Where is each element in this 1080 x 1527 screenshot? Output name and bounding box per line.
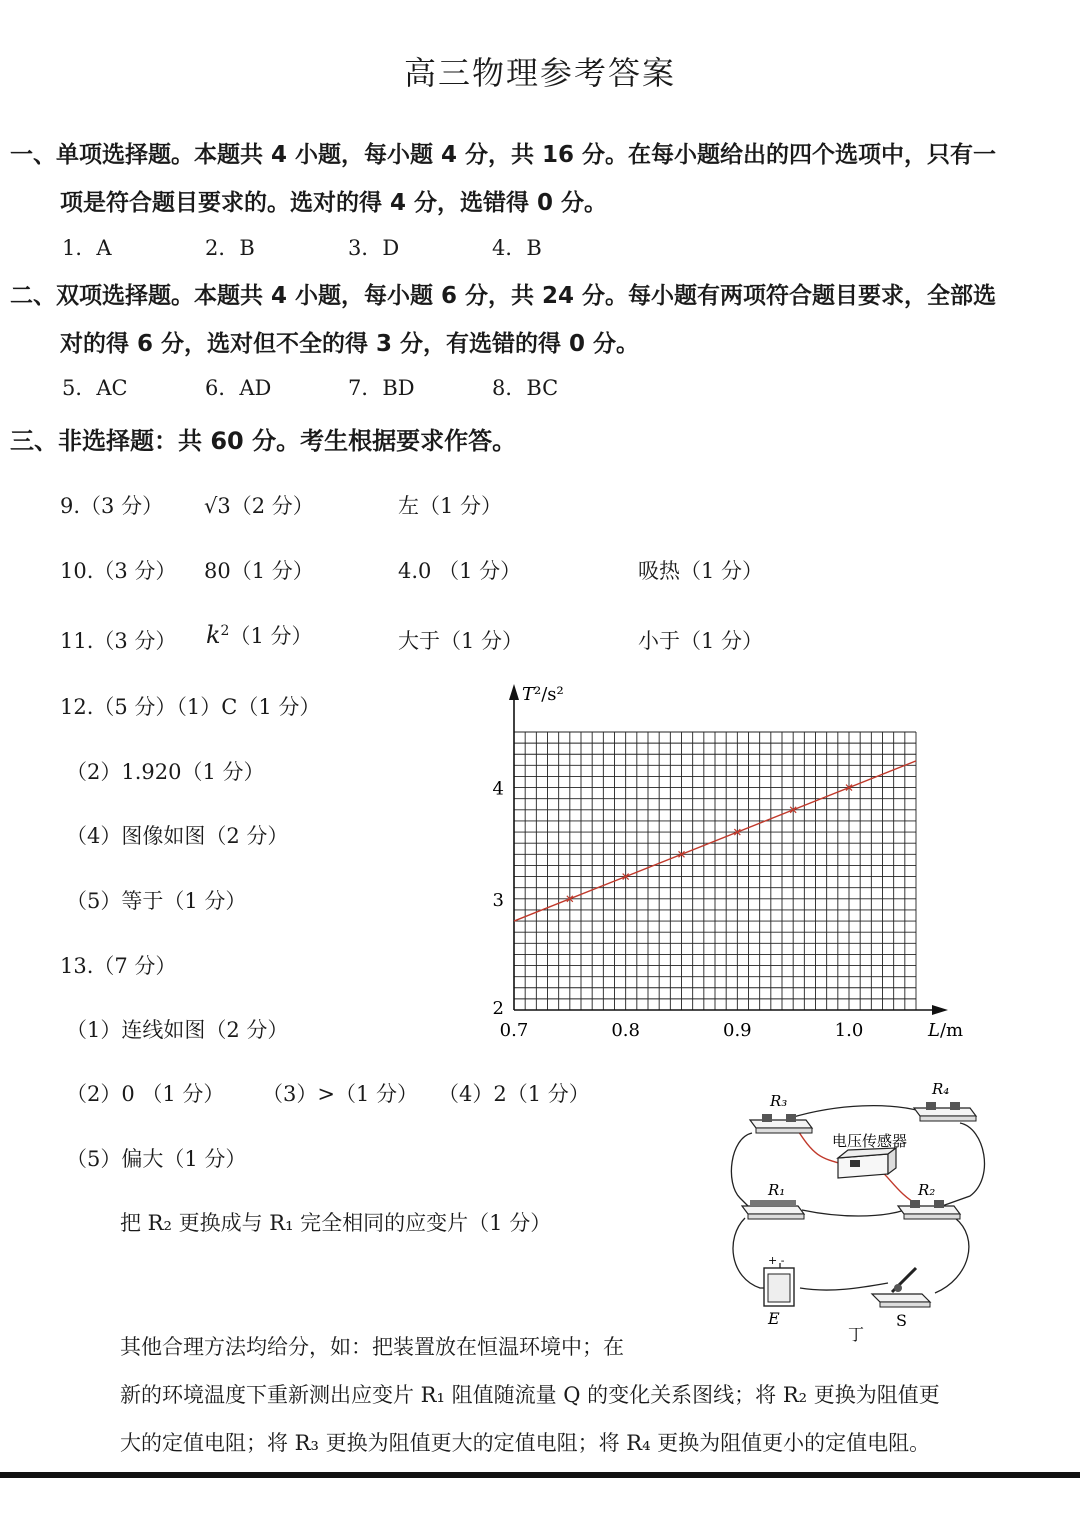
answer-1: 1．A [62,236,112,260]
q10-answer-2: 4.0 （1 分） [398,559,522,583]
q13-line4: （5）偏大（1 分） [66,1147,247,1171]
q12-line2: （2）1.920（1 分） [66,760,265,784]
q11-exponent: 2 [220,623,230,639]
wire-battery-switch [800,1283,888,1290]
q13-line1: 13.（7 分） [60,954,177,978]
wire-r3-r4 [790,1106,920,1118]
answer-5: 5．AC [62,376,128,400]
label-r2: R₂ [918,1181,936,1199]
section3-header: 三、非选择题：共 60 分。考生根据要求作答。 [10,427,517,455]
answer-7: 7．BD [348,376,415,400]
label-r3: R₃ [770,1092,788,1110]
label-e: E [768,1309,780,1328]
q9-answer-1: √3（2 分） [204,494,314,518]
q13-line3b: （3）>（1 分） [262,1082,418,1106]
q11-answer-2: 大于（1 分） [398,629,524,653]
x-tick-label: 0.9 [723,1020,752,1041]
q11-k: k [206,621,221,649]
answer-6: 6．AD [205,376,272,400]
q10-answer-1: 80（1 分） [204,559,314,583]
q13-line8: 大的定值电阻；将 R₃ 更换为阻值更大的定值电阻；将 R₄ 更换为阻值更小的定值电阻。 [120,1431,931,1455]
r1-block [742,1200,804,1219]
y-axis-arrow [509,684,519,700]
sensor-label: 电压传感器 [832,1132,908,1150]
circuit-diagram [720,1078,1000,1353]
y-tick-label: 3 [492,889,504,911]
q12-line4: （5）等于（1 分） [66,889,247,913]
section1-header-line1: 一、单项选择题。本题共 4 小题，每小题 4 分，共 16 分。在每小题给出的四个选项中，只有一 [10,142,997,168]
q13-line5: 把 R₂ 更换成与 R₁ 完全相同的应变片（1 分） [120,1211,552,1235]
section2-header-line1: 二、双项选择题。本题共 4 小题，每小题 6 分，共 24 分。每小题有两项符合题目要求，全部选 [10,283,997,309]
y-tick-label: 4 [492,778,504,800]
wire-right-loop [935,1218,969,1293]
x-axis-label: L/m [928,1020,964,1041]
answer-8: 8．BC [492,376,559,400]
q11-number: 11.（3 分） [60,629,177,653]
q13-line6: 其他合理方法均给分，如：把装置放在恒温环境中；在 [120,1335,624,1359]
x-tick-label: 1.0 [834,1020,864,1041]
wire-top-loop [731,1133,752,1206]
x-tick-label: 0.8 [611,1020,640,1041]
y-tick-label: 2 [492,998,504,1019]
section2-header-line2: 对的得 6 分，选对但不全的得 3 分，有选错的得 0 分。 [60,331,640,357]
battery-polarity: + - [768,1254,785,1267]
label-r1: R₁ [768,1181,786,1199]
q11-score: （1 分） [229,624,313,648]
q12-line1: 12.（5 分）（1）C（1 分） [60,695,321,719]
q11-answer-3: 小于（1 分） [638,629,764,653]
page-title: 高三物理参考答案 [403,54,676,92]
q9-number: 9.（3 分） [60,494,164,518]
answer-2: 2．B [205,236,255,260]
q13-line3a: （2）0 （1 分） [66,1082,225,1106]
answer-3: 3．D [348,236,400,260]
r4-block [914,1102,976,1121]
battery [764,1268,794,1306]
wire-r1-r2 [802,1210,905,1216]
label-s: S [896,1311,907,1330]
q9-answer-2: 左（1 分） [398,494,503,518]
q11-answer-1 [206,620,313,650]
answer-4: 4．B [492,236,542,260]
x-axis-arrow [932,1005,948,1015]
q10-answer-3: 吸热（1 分） [638,559,764,583]
q12-line3: （4）图像如图（2 分） [66,824,289,848]
wire-top-right [942,1123,984,1206]
r3-block [750,1114,812,1133]
y-axis-label: T²/s² [522,684,564,705]
voltage-sensor [838,1148,896,1178]
q13-line2: （1）连线如图（2 分） [66,1018,289,1042]
bottom-rule [0,1472,1080,1478]
label-r4: R₄ [932,1080,950,1098]
q13-line7: 新的环境温度下重新测出应变片 R₁ 阻值随流量 Q 的变化关系图线；将 R₂ 更换为阻值更 [120,1383,940,1407]
q13-line3c: （4）2（1 分） [438,1082,590,1106]
t2-vs-l-chart [480,676,980,1052]
switch [872,1268,930,1307]
q10-number: 10.（3 分） [60,559,177,583]
section1-header-line2: 项是符合题目要求的。选对的得 4 分，选错得 0 分。 [60,190,608,216]
x-tick-label: 0.7 [499,1020,529,1041]
figure-caption: 丁 [848,1325,865,1344]
